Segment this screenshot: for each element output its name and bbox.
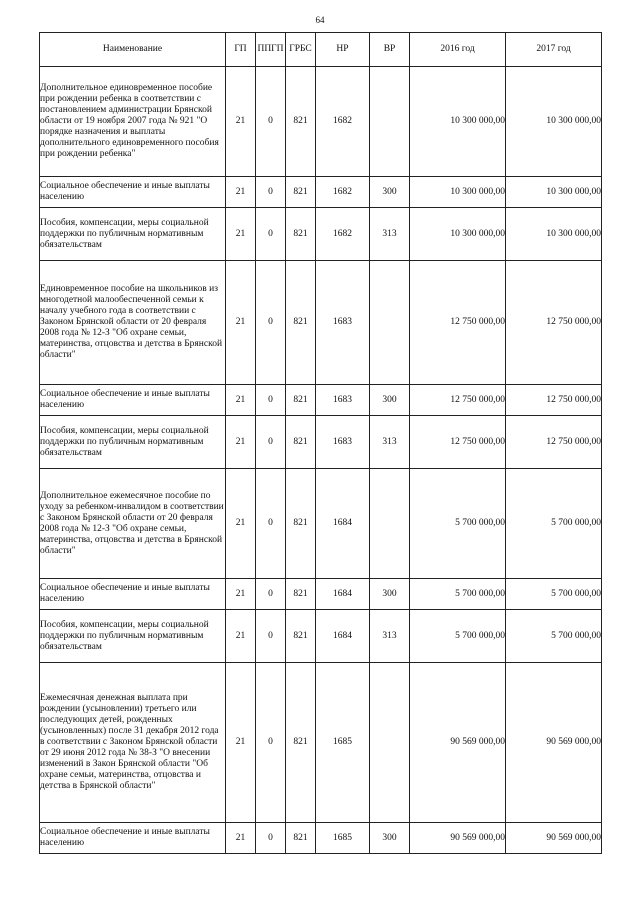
cell-grbs: 821 <box>286 610 316 663</box>
cell-grbs: 821 <box>286 416 316 469</box>
cell-grbs: 821 <box>286 385 316 416</box>
cell-y2017: 10 300 000,00 <box>506 177 602 208</box>
cell-y2016: 10 300 000,00 <box>410 208 506 261</box>
cell-gp: 21 <box>226 610 256 663</box>
cell-np: 1682 <box>316 177 370 208</box>
cell-name: Социальное обеспечение и иные выплаты населению <box>40 823 226 854</box>
cell-y2017: 5 700 000,00 <box>506 579 602 610</box>
cell-gp: 21 <box>226 469 256 579</box>
cell-vr: 300 <box>370 385 410 416</box>
table-row <box>40 177 602 208</box>
cell-ppgp: 0 <box>256 261 286 385</box>
cell-name: Дополнительное ежемесячное пособие по уходу за ребенком-инвалидом в соответствии с Законом Брянской области от 20 февраля 2008 года № 12-З "Об охране семьи, материнства, отцовства и детства в Брянской области" <box>40 469 226 579</box>
header-gp: ГП <box>226 33 256 67</box>
cell-np: 1683 <box>316 385 370 416</box>
header-2017: 2017 год <box>506 33 602 67</box>
cell-vr <box>370 261 410 385</box>
cell-np: 1685 <box>316 663 370 823</box>
cell-np: 1682 <box>316 67 370 177</box>
cell-grbs: 821 <box>286 823 316 854</box>
cell-ppgp: 0 <box>256 177 286 208</box>
table-row <box>40 663 602 823</box>
cell-gp: 21 <box>226 261 256 385</box>
cell-ppgp: 0 <box>256 208 286 261</box>
table-body <box>40 67 602 854</box>
cell-grbs: 821 <box>286 663 316 823</box>
header-grbs: ГРБС <box>286 33 316 67</box>
cell-ppgp: 0 <box>256 469 286 579</box>
cell-y2016: 12 750 000,00 <box>410 261 506 385</box>
table-row <box>40 469 602 579</box>
cell-gp: 21 <box>226 208 256 261</box>
cell-ppgp: 0 <box>256 416 286 469</box>
cell-y2017: 5 700 000,00 <box>506 469 602 579</box>
cell-name: Ежемесячная денежная выплата при рождении (усыновлении) третьего или последующих детей, рожденных (усыновленных) после 31 декабря 2012 года в соответствии с Законом Брянской области от 29 июня 2012 года № 38-З "О внесении изменений в Закон Брянской области "Об охране семьи, материнства, отцовства и детства в Брянской области" <box>40 663 226 823</box>
cell-y2017: 90 569 000,00 <box>506 823 602 854</box>
cell-y2017: 10 300 000,00 <box>506 208 602 261</box>
cell-vr: 313 <box>370 610 410 663</box>
cell-ppgp: 0 <box>256 579 286 610</box>
cell-y2017: 90 569 000,00 <box>506 663 602 823</box>
cell-y2016: 5 700 000,00 <box>410 469 506 579</box>
cell-np: 1684 <box>316 579 370 610</box>
cell-grbs: 821 <box>286 208 316 261</box>
cell-vr: 300 <box>370 177 410 208</box>
cell-y2016: 90 569 000,00 <box>410 823 506 854</box>
cell-vr: 313 <box>370 208 410 261</box>
cell-np: 1684 <box>316 610 370 663</box>
cell-np: 1683 <box>316 416 370 469</box>
cell-grbs: 821 <box>286 579 316 610</box>
cell-np: 1683 <box>316 261 370 385</box>
cell-name: Социальное обеспечение и иные выплаты населению <box>40 385 226 416</box>
cell-gp: 21 <box>226 67 256 177</box>
cell-gp: 21 <box>226 663 256 823</box>
header-vr: ВР <box>370 33 410 67</box>
cell-name: Социальное обеспечение и иные выплаты населению <box>40 579 226 610</box>
table-row <box>40 579 602 610</box>
cell-gp: 21 <box>226 416 256 469</box>
cell-y2016: 10 300 000,00 <box>410 177 506 208</box>
table-row <box>40 261 602 385</box>
cell-y2017: 5 700 000,00 <box>506 610 602 663</box>
cell-vr <box>370 469 410 579</box>
cell-y2016: 10 300 000,00 <box>410 67 506 177</box>
cell-np: 1685 <box>316 823 370 854</box>
cell-name: Единовременное пособие на школьников из многодетной малообеспеченной семьи к началу учебного года в соответствии с Законом Брянской области от 20 февраля 2008 года № 12-З "Об охране семьи, материнства, отцовства и детства в Брянской области" <box>40 261 226 385</box>
cell-vr <box>370 67 410 177</box>
cell-y2016: 90 569 000,00 <box>410 663 506 823</box>
cell-y2016: 5 700 000,00 <box>410 610 506 663</box>
cell-name: Пособия, компенсации, меры социальной поддержки по публичным нормативным обязательствам <box>40 610 226 663</box>
cell-y2017: 12 750 000,00 <box>506 416 602 469</box>
cell-gp: 21 <box>226 823 256 854</box>
cell-y2016: 12 750 000,00 <box>410 385 506 416</box>
cell-y2016: 5 700 000,00 <box>410 579 506 610</box>
cell-ppgp: 0 <box>256 385 286 416</box>
table-row <box>40 610 602 663</box>
table-header-row <box>40 33 602 67</box>
cell-np: 1684 <box>316 469 370 579</box>
cell-name: Дополнительное единовременное пособие при рождении ребенка в соответствии с постановлением администрации Брянской области от 19 ноября 2007 года № 921 "О порядке назначения и выплаты дополнительного единовременного пособия при рождении ребенка" <box>40 67 226 177</box>
cell-y2017: 10 300 000,00 <box>506 67 602 177</box>
cell-gp: 21 <box>226 385 256 416</box>
header-np: НР <box>316 33 370 67</box>
table-row <box>40 208 602 261</box>
cell-gp: 21 <box>226 177 256 208</box>
cell-grbs: 821 <box>286 261 316 385</box>
cell-grbs: 821 <box>286 177 316 208</box>
cell-vr <box>370 663 410 823</box>
cell-grbs: 821 <box>286 469 316 579</box>
cell-ppgp: 0 <box>256 823 286 854</box>
cell-y2017: 12 750 000,00 <box>506 385 602 416</box>
cell-name: Социальное обеспечение и иные выплаты населению <box>40 177 226 208</box>
cell-name: Пособия, компенсации, меры социальной поддержки по публичным нормативным обязательствам <box>40 208 226 261</box>
header-ppgp: ППГП <box>256 33 286 67</box>
cell-name: Пособия, компенсации, меры социальной поддержки по публичным нормативным обязательствам <box>40 416 226 469</box>
header-2016: 2016 год <box>410 33 506 67</box>
header-name: Наименование <box>40 33 226 67</box>
table-row <box>40 823 602 854</box>
cell-ppgp: 0 <box>256 610 286 663</box>
page-number: 64 <box>315 15 325 25</box>
cell-np: 1682 <box>316 208 370 261</box>
table-row <box>40 416 602 469</box>
cell-vr: 300 <box>370 823 410 854</box>
cell-ppgp: 0 <box>256 663 286 823</box>
table-row <box>40 67 602 177</box>
cell-y2016: 12 750 000,00 <box>410 416 506 469</box>
cell-ppgp: 0 <box>256 67 286 177</box>
cell-y2017: 12 750 000,00 <box>506 261 602 385</box>
budget-table <box>39 32 602 854</box>
cell-vr: 300 <box>370 579 410 610</box>
cell-gp: 21 <box>226 579 256 610</box>
cell-vr: 313 <box>370 416 410 469</box>
table-row <box>40 385 602 416</box>
cell-grbs: 821 <box>286 67 316 177</box>
